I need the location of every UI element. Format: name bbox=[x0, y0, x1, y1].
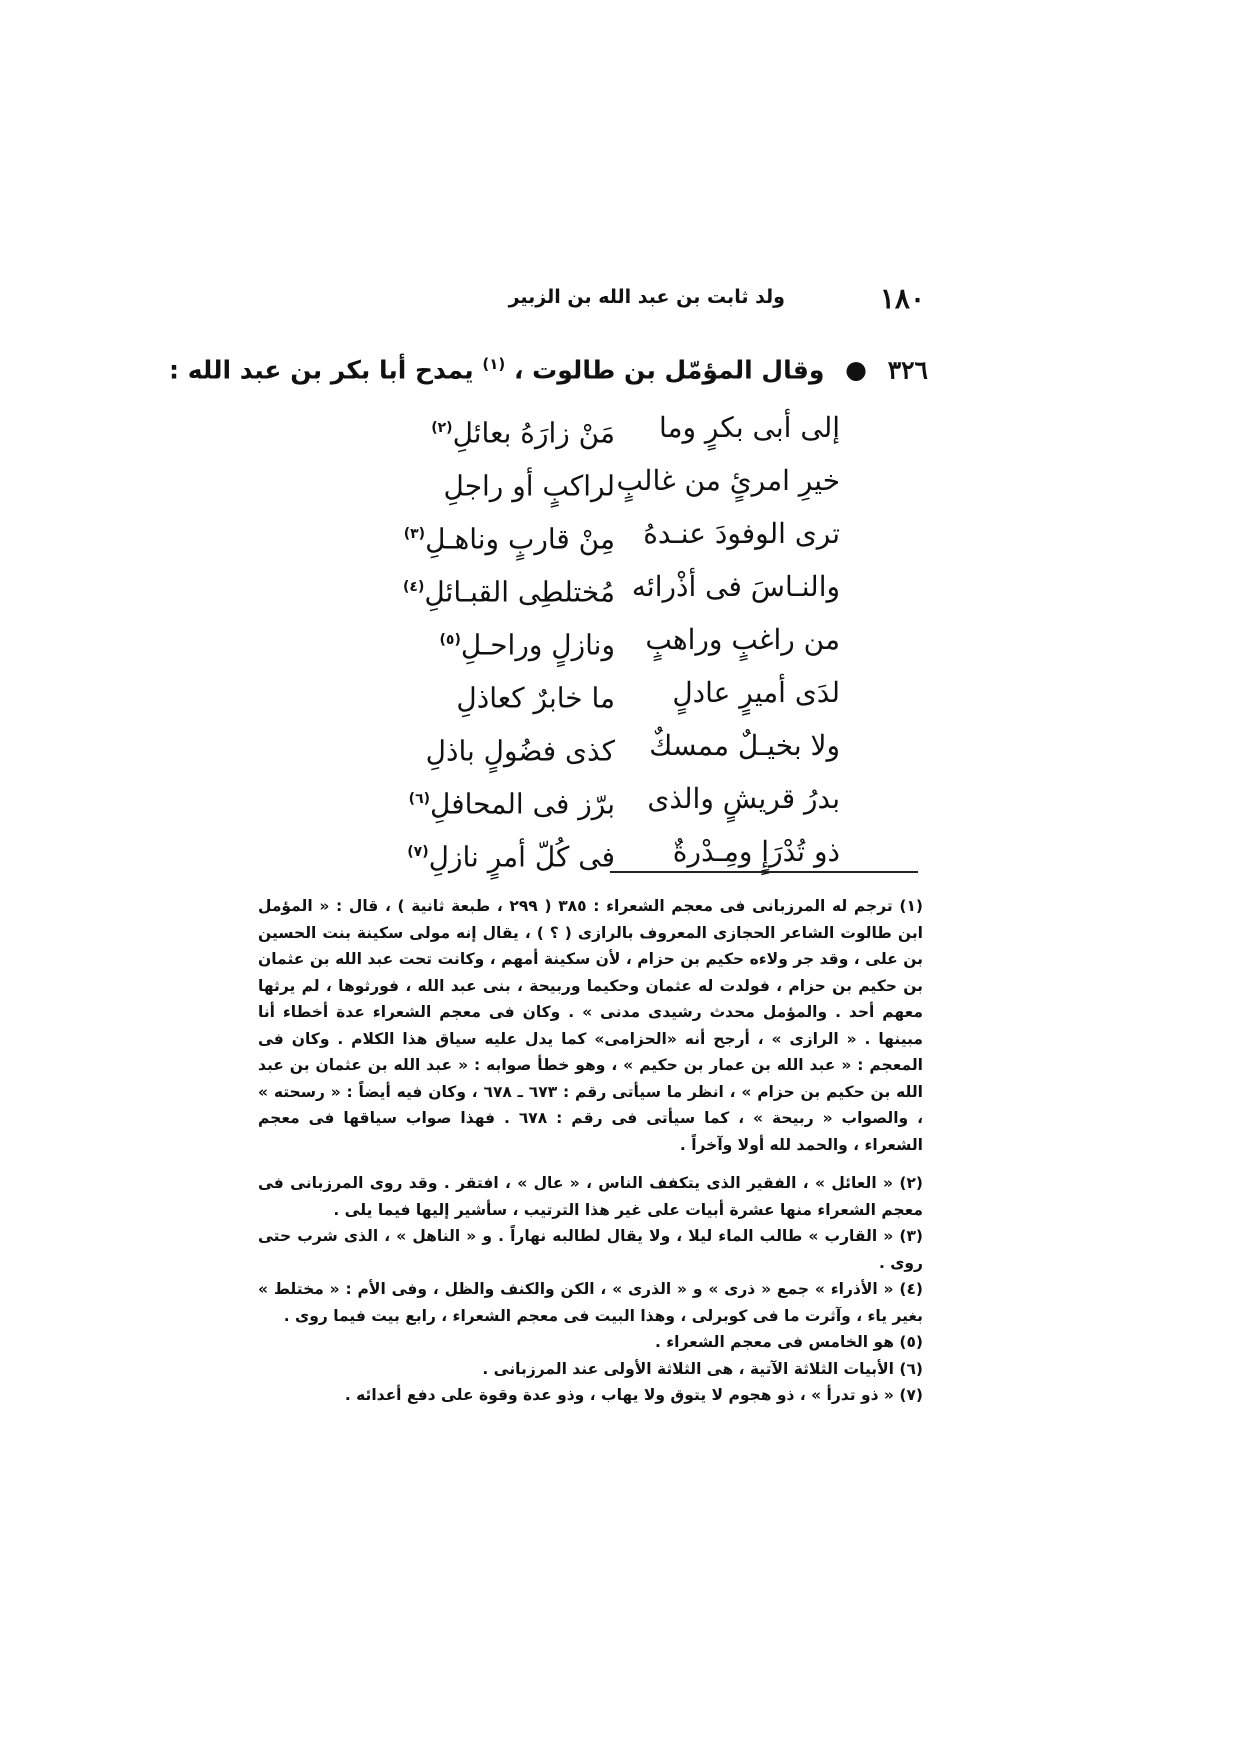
footnote: (٣) « القارب » طالب الماء ليلا ، ولا يقال لطالبه نهاراً . و « الناهل » ، الذى شرب حتى روى . bbox=[258, 1227, 923, 1272]
verse-footnote-ref: (٤) bbox=[402, 579, 425, 595]
verse bbox=[370, 779, 840, 832]
verse-first-hemistich: إلى أبى بكرٍ وما bbox=[658, 411, 840, 444]
verse-footnote-ref: (٦) bbox=[408, 791, 431, 807]
verse-first-hemistich: بدرُ قريشٍ والذى bbox=[647, 782, 840, 815]
footnote: (٢) « العائل » ، الفقير الذى يتكفف الناس ، « عال » ، افتقر . وقد روى المرزبانى فى معجم الشعراء منها عشرة أبيات على غير هذا الترتيب ، سأشير إليها فيما يلى . bbox=[258, 1174, 923, 1219]
verse-second-hemistich bbox=[404, 514, 615, 559]
page-header bbox=[470, 282, 925, 322]
verse-first-hemistich: والنـاسَ فى أذْرائه bbox=[631, 570, 840, 603]
verse-second-text: مِنْ قاربٍ وناهـلِ bbox=[425, 522, 615, 556]
verse-first-hemistich: ترى الوفودَ عنـدهُ bbox=[643, 517, 840, 550]
verse-second-text: كذى فضُولٍ باذلِ bbox=[425, 734, 615, 768]
verse-first-hemistich: من راغبٍ وراهبٍ bbox=[645, 623, 840, 656]
verse-second-hemistich bbox=[444, 461, 616, 506]
verse-second-hemistich bbox=[407, 832, 615, 877]
verse-footnote-ref: (٣) bbox=[403, 526, 426, 542]
verse bbox=[370, 726, 840, 779]
verse bbox=[370, 673, 840, 726]
verse-second-hemistich bbox=[431, 408, 615, 453]
verse-second-hemistich bbox=[456, 673, 615, 718]
entry-text-before-ref: وقال المؤمّل بن طالوت ، bbox=[513, 355, 825, 385]
footnote: (١) ترجم له المرزبانى فى معجم الشعراء : ٣٨٥ ( ٢٩٩ ، طبعة ثانية ) ، قال : « المؤمل ابن طالوت الشاعر الحجازى المعروف بالرازى ( ؟ ) ، يقال إنه مولى سكينة بنت الحسين بن على ، وقد جر ولاءه حكيم بن حزام ، لأن سكينة أمهم ، وكانت تحت عبد الله بن عثمان بن حكيم بن حزام ، فولدت له عثمان وحكيما وربيحة ، بنى عبد الله ، فورثوها ، لم يرثها معهم أحد . والمؤمل محدث رشيدى مدنى » . وكان فى معجم الشعراء عدة أخطاء أنا مبينها . « الرازى » ، أرجح أنه «الحزامى» كما يدل عليه سياق هذا الكلام . وكان فى المعجم : « عبد الله بن عمار بن حكيم » ، وهو خطأ صوابه : « عبد الله بن عثمان بن عبد الله بن حكيم بن حزام » ، انظر ما سيأتى رقم : ٦٧٣ ـ ٦٧٨ ، وكان فيه أيضاً : « رسحته » ، والصواب « ربيحة » ، كما سيأتى فى رقم : ٦٧٨ . فهذا صواب سياقها فى معجم الشعراء ، والحمد لله أولا وآخراً . bbox=[258, 897, 924, 1154]
running-title: ولد ثابت بن عبد الله بن الزبير bbox=[508, 286, 785, 308]
verse-second-text: لراكبٍ أو راجلِ bbox=[443, 469, 615, 503]
entry-bullet: ● bbox=[845, 355, 867, 385]
footnotes bbox=[258, 893, 923, 1409]
verse bbox=[370, 408, 840, 461]
verse-second-text: مُختلطِى القبـائلِ bbox=[424, 575, 615, 609]
verse-second-text: برّز فى المحافلِ bbox=[430, 787, 615, 821]
entry-text-after-ref: يمدح أبا بكر بن عبد الله : bbox=[169, 355, 474, 385]
verse-footnote-ref: (٥) bbox=[439, 632, 461, 648]
verse-second-hemistich bbox=[409, 779, 615, 824]
footnote: (٧) « ذو تدرأ » ، ذو هجوم لا يتوق ولا يهاب ، وذو عدة وقوة على دفع أعدائه . bbox=[344, 1386, 923, 1404]
verse-second-text: ما خابرٌ كعاذلِ bbox=[456, 681, 615, 715]
verse-first-hemistich: ولا بخيـلٌ ممسكٌ bbox=[649, 729, 840, 762]
entry-footnote-ref: (١) bbox=[482, 355, 506, 373]
footnote: (٥) هو الخامس فى معجم الشعراء . bbox=[654, 1333, 923, 1351]
verse-second-text: فى كُلّ أمرٍ نازلِ bbox=[428, 840, 615, 874]
footnote: (٦) الأبيات الثلاثة الآتية ، هى الثلاثة الأولى عند المرزبانى . bbox=[482, 1359, 923, 1378]
entry-heading bbox=[169, 355, 928, 385]
footnote-separator bbox=[610, 871, 918, 873]
verse-second-hemistich bbox=[439, 620, 615, 665]
verse-first-hemistich: لدَى أميرٍ عادلٍ bbox=[672, 676, 840, 709]
verse bbox=[370, 832, 840, 885]
poem bbox=[370, 408, 840, 885]
verse-first-hemistich: خيرِ امرئٍ من غالبٍ bbox=[616, 464, 840, 497]
verse-second-text: مَنْ زارَهُ بعائلِ bbox=[452, 416, 615, 450]
footnote: (٤) « الأذراء » جمع « ذرى » و « الذرى » ، الكن والكنف والظل ، وفى الأم : « مختلط » بغير ياء ، وآثرت ما فى كوبرلى ، وهذا البيت فى معجم الشعراء ، رابع بيت فيما روى . bbox=[258, 1280, 923, 1325]
verse-first-hemistich: ذو تُدْرَإٍ ومِـدْرةٌ bbox=[672, 835, 840, 868]
verse bbox=[370, 461, 840, 514]
entry-number: ٣٢٦ bbox=[887, 355, 928, 385]
verse-footnote-ref: (٢) bbox=[431, 420, 453, 436]
verse-footnote-ref: (٧) bbox=[407, 844, 429, 860]
verse-second-hemistich bbox=[426, 726, 615, 771]
verse-second-hemistich bbox=[403, 567, 615, 612]
verse bbox=[370, 514, 840, 567]
verse-second-text: ونازلٍ وراحـلِ bbox=[460, 628, 615, 662]
page-number: ١٨٠ bbox=[879, 282, 925, 315]
verse bbox=[370, 620, 840, 673]
verse bbox=[370, 567, 840, 620]
